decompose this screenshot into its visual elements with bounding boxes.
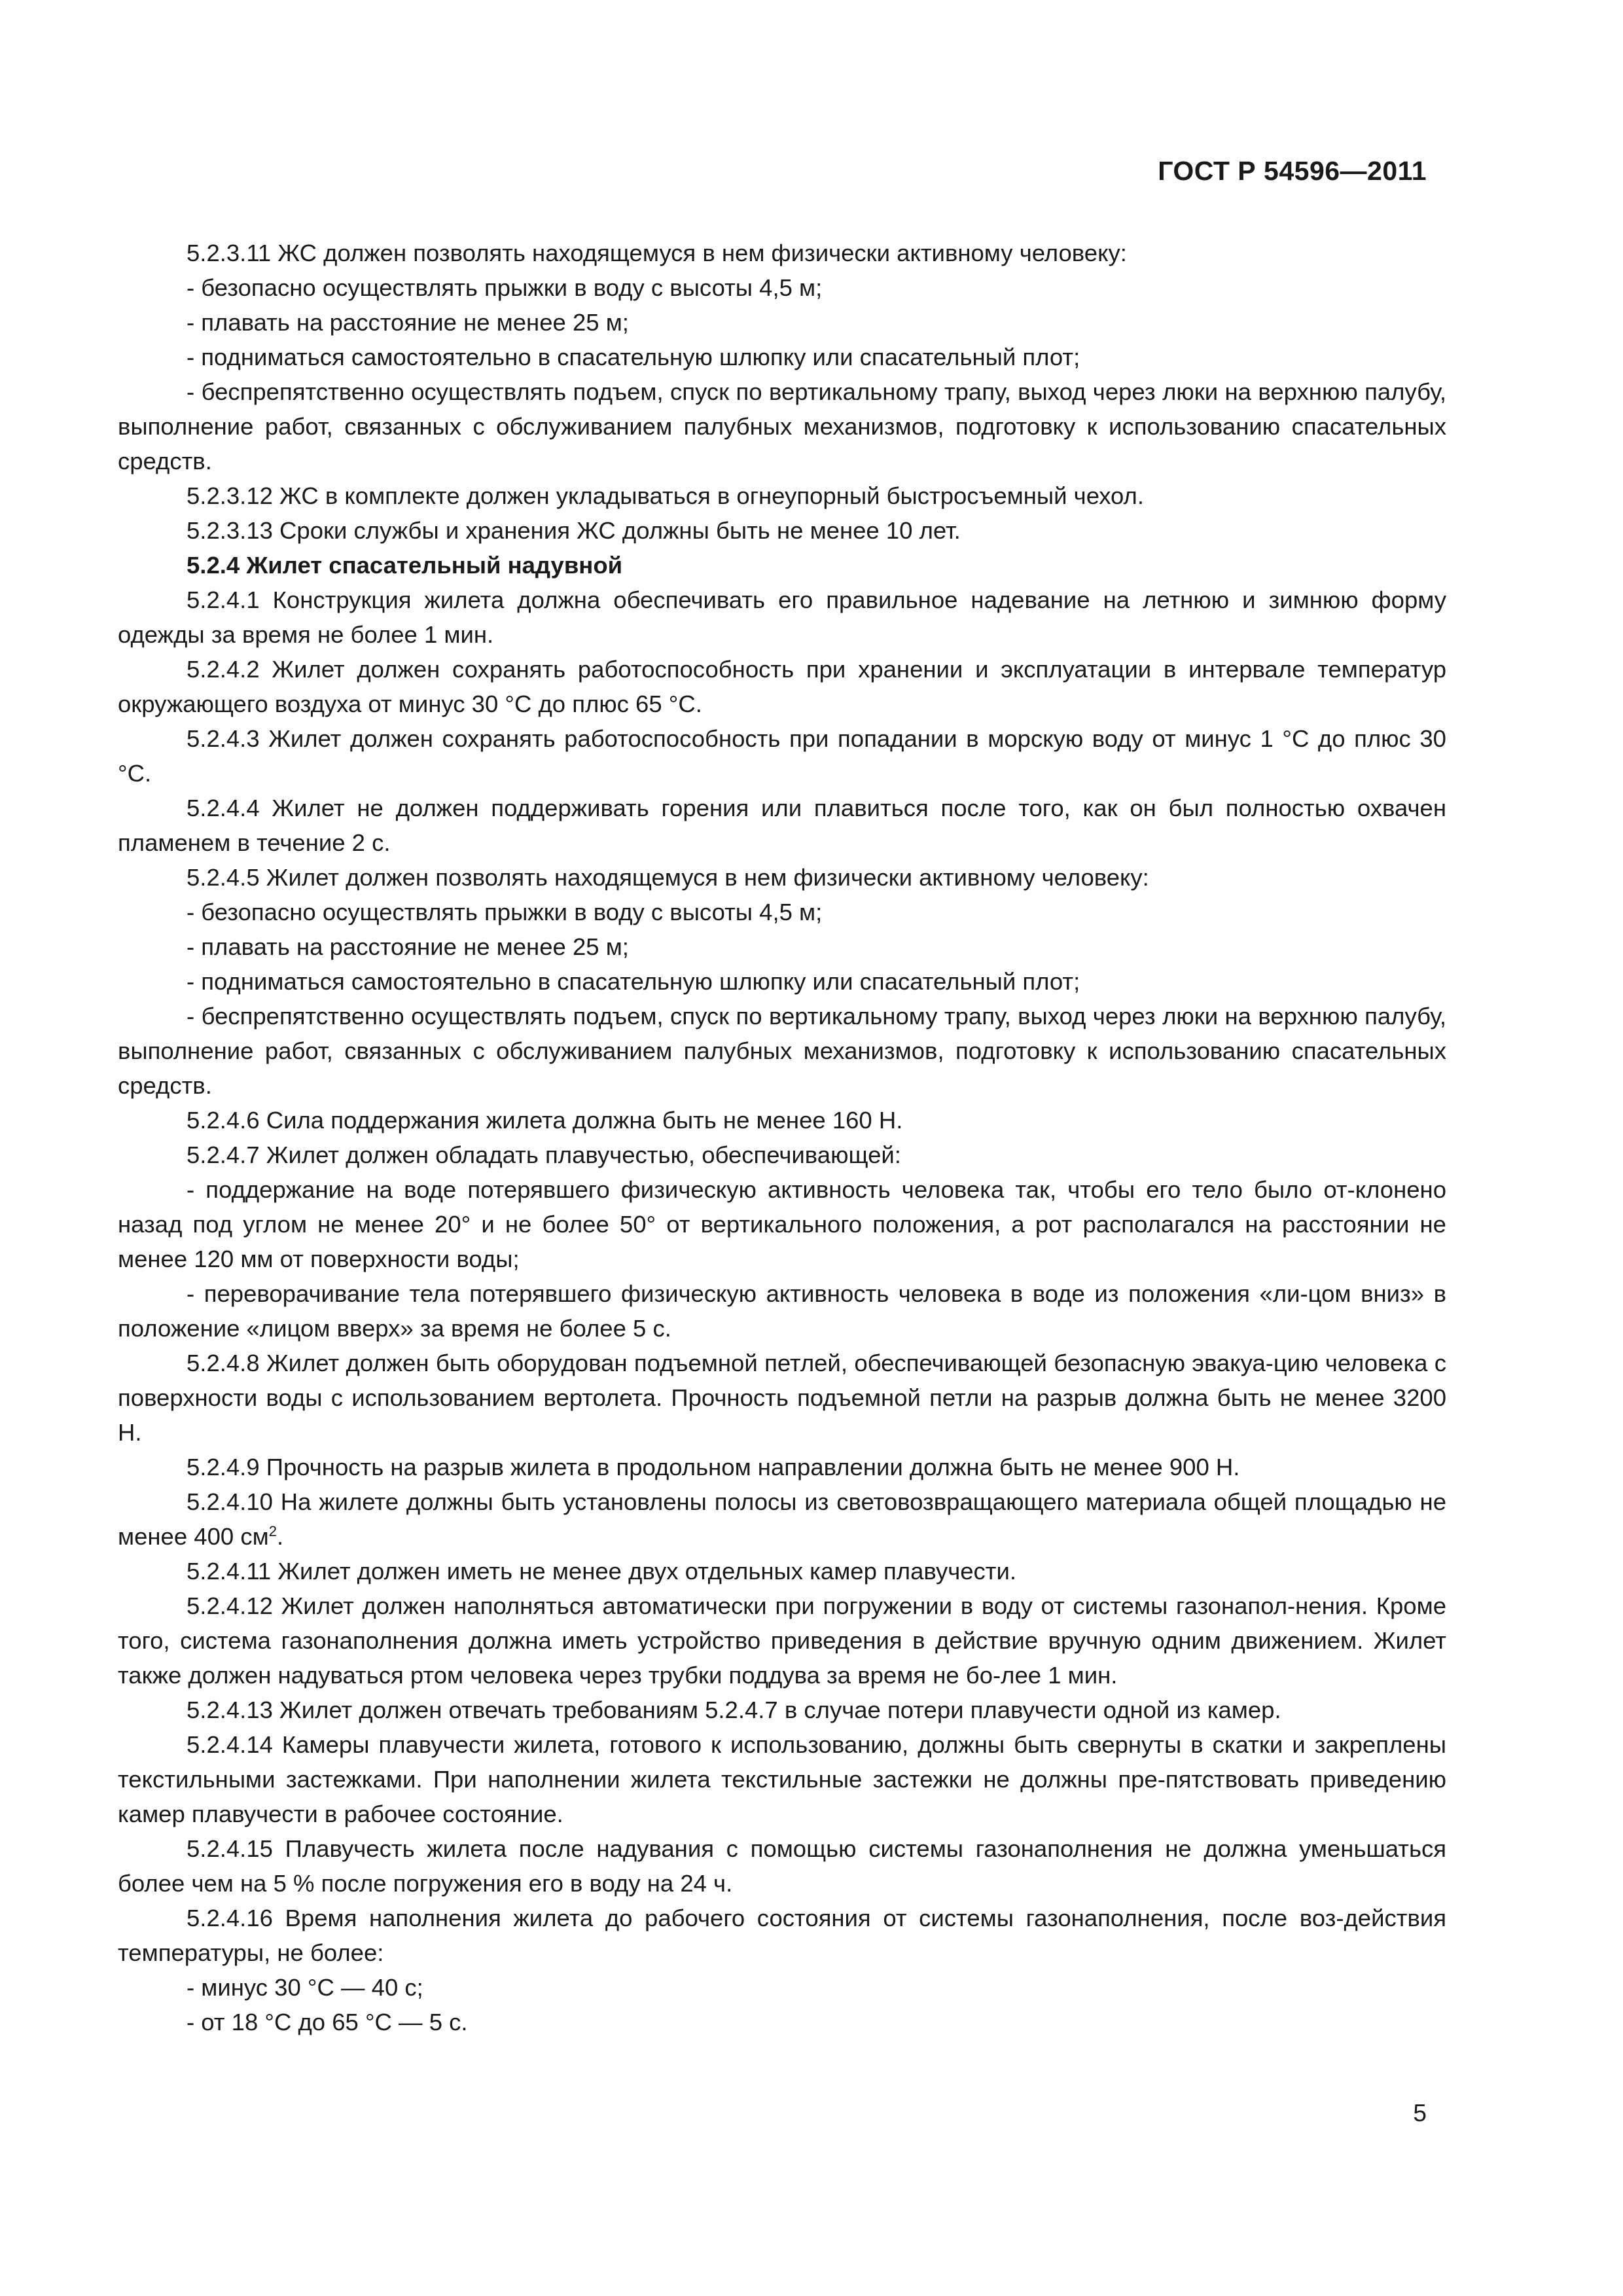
paragraph-5-2-3-13: 5.2.3.13 Сроки службы и хранения ЖС должны быть не менее 10 лет. xyxy=(187,517,961,544)
superscript-exponent: 2 xyxy=(268,1522,277,1539)
list-item: - беспрепятственно осуществлять подъем, спуск по вертикальному трапу, выход через люки на верхнюю палубу, выполнение работ, связанных с обслуживанием палубных механизмов, подготовку к использованию спасательных средств. xyxy=(118,378,1446,475)
paragraph-5-2-4-12: 5.2.4.12 Жилет должен наполняться автоматически при погружении в воду от системы газонапол-нения. Кроме того, система газонаполнения должна иметь устройство приведения в действие вручную одним движением. Жилет также должен надуваться ртом человека через трубки поддува за время не бо-лее 1 мин. xyxy=(118,1592,1446,1689)
paragraph-5-2-3-11: 5.2.3.11 ЖС должен позволять находящемуся в нем физически активному человеку: xyxy=(187,240,1127,266)
list-item: - плавать на расстояние не менее 25 м; xyxy=(187,309,629,336)
list-item: - от 18 °С до 65 °С — 5 с. xyxy=(187,2009,468,2036)
document-standard-id: ГОСТ Р 54596—2011 xyxy=(1158,156,1427,186)
paragraph-5-2-4-1: 5.2.4.1 Конструкция жилета должна обеспечивать его правильное надевание на летнюю и зимнюю форму одежды за время не более 1 мин. xyxy=(118,586,1446,648)
paragraph-5-2-4-15: 5.2.4.15 Плавучесть жилета после надувания с помощью системы газонаполнения не должна уменьшаться более чем на 5 % после погружения его в воду на 24 ч. xyxy=(118,1835,1446,1897)
list-item: - плавать на расстояние не менее 25 м; xyxy=(187,933,629,960)
paragraph-5-2-4-7: 5.2.4.7 Жилет должен обладать плавучестью, обеспечивающей: xyxy=(187,1141,901,1168)
list-item: - безопасно осуществлять прыжки в воду с высоты 4,5 м; xyxy=(187,274,823,301)
paragraph-text: 5.2.4.10 На жилете должны быть установлены полосы из световозвращающего материала общей площадью не менее 400 см xyxy=(118,1488,1446,1550)
paragraph-5-2-4-8: 5.2.4.8 Жилет должен быть оборудован подъемной петлей, обеспечивающей безопасную эвакуа-цию человека с поверхности воды с использованием вертолета. Прочность подъемной петли на разрыв должна быть не менее 3200 Н. xyxy=(118,1350,1446,1446)
paragraph-5-2-4-5: 5.2.4.5 Жилет должен позволять находящемуся в нем физически активному человеку: xyxy=(187,864,1149,891)
page-number: 5 xyxy=(1413,2100,1427,2126)
paragraph-5-2-4-11: 5.2.4.11 Жилет должен иметь не менее двух отдельных камер плавучести. xyxy=(187,1558,1017,1585)
paragraph-5-2-4-14: 5.2.4.14 Камеры плавучести жилета, готового к использованию, должны быть свернуты в скатки и закреплены текстильными застежками. При наполнении жилета текстильные застежки не должны пре-пятствовать приведению камер плавучести в рабочее состояние. xyxy=(118,1731,1446,1827)
paragraph-5-2-4-4: 5.2.4.4 Жилет не должен поддерживать горения или плавиться после того, как он был полностью охвачен пламенем в течение 2 с. xyxy=(118,795,1446,856)
list-item: - подниматься самостоятельно в спасательную шлюпку или спасательный плот; xyxy=(187,344,1080,370)
document-body xyxy=(118,236,1446,2039)
paragraph-end: . xyxy=(276,1523,284,1550)
paragraph-5-2-4-13: 5.2.4.13 Жилет должен отвечать требованиям 5.2.4.7 в случае потери плавучести одной из камер. xyxy=(187,1696,1281,1723)
paragraph-5-2-4-2: 5.2.4.2 Жилет должен сохранять работоспособность при хранении и эксплуатации в интервале температур окружающего воздуха от минус 30 °С до плюс 65 °С. xyxy=(118,656,1446,717)
section-heading-5-2-4: 5.2.4 Жилет спасательный надувной xyxy=(187,552,623,579)
list-item: - поддержание на воде потерявшего физическую активность человека так, чтобы его тело было от-клонено назад под углом не менее 20° и не более 50° от вертикального положения, а рот располагался на расстоянии не менее 120 мм от поверхности воды; xyxy=(118,1176,1446,1272)
paragraph-5-2-4-10 xyxy=(118,1484,1446,1554)
list-item: - переворачивание тела потерявшего физическую активность человека в воде из положения «ли-цом вниз» в положение «лицом вверх» за время не более 5 с. xyxy=(118,1280,1446,1342)
paragraph-5-2-4-16: 5.2.4.16 Время наполнения жилета до рабочего состояния от системы газонаполнения, после воз-действия температуры, не более: xyxy=(118,1905,1446,1966)
list-item: - подниматься самостоятельно в спасательную шлюпку или спасательный плот; xyxy=(187,968,1080,995)
paragraph-5-2-4-3: 5.2.4.3 Жилет должен сохранять работоспособность при попадании в морскую воду от минус 1 °С до плюс 30 °С. xyxy=(118,725,1446,787)
paragraph-5-2-4-6: 5.2.4.6 Сила поддержания жилета должна быть не менее 160 Н. xyxy=(187,1107,903,1134)
paragraph-5-2-4-9: 5.2.4.9 Прочность на разрыв жилета в продольном направлении должна быть не менее 900 Н. xyxy=(187,1454,1240,1480)
list-item: - безопасно осуществлять прыжки в воду с высоты 4,5 м; xyxy=(187,899,823,925)
paragraph-5-2-3-12: 5.2.3.12 ЖС в комплекте должен укладываться в огнеупорный быстросъемный чехол. xyxy=(187,482,1144,509)
list-item: - беспрепятственно осуществлять подъем, спуск по вертикальному трапу, выход через люки на верхнюю палубу, выполнение работ, связанных с обслуживанием палубных механизмов, подготовку к использованию спасательных средств. xyxy=(118,1003,1446,1099)
list-item: - минус 30 °С — 40 с; xyxy=(187,1974,423,2001)
